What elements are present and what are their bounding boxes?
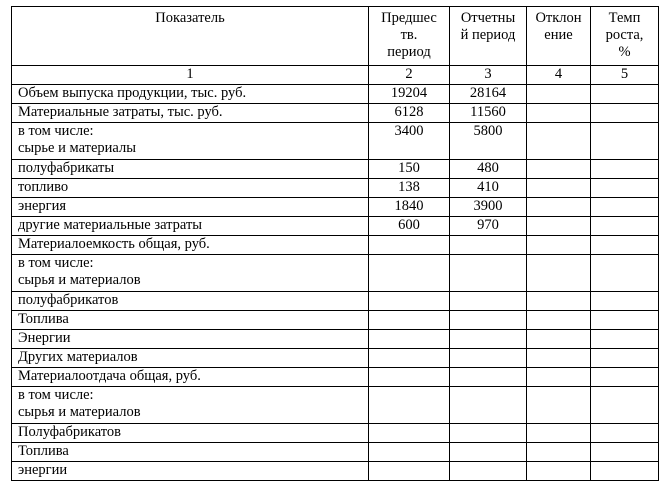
row-label-line: в том числе: bbox=[18, 387, 94, 403]
deviation-value bbox=[527, 424, 591, 443]
table-row bbox=[12, 104, 659, 123]
growth-rate-value bbox=[591, 255, 659, 292]
previous-period-value bbox=[369, 330, 450, 349]
deviation-value bbox=[527, 198, 591, 217]
row-label bbox=[12, 387, 369, 424]
row-label-line: энергия bbox=[18, 198, 67, 214]
current-period-value bbox=[450, 368, 527, 387]
previous-period-value bbox=[369, 387, 450, 424]
previous-period-value: 6128 bbox=[369, 104, 450, 123]
deviation-value bbox=[527, 387, 591, 424]
table-row bbox=[12, 292, 659, 311]
column-number: 5 bbox=[591, 66, 659, 85]
deviation-value bbox=[527, 104, 591, 123]
previous-period-value: 3400 bbox=[369, 123, 450, 160]
row-label bbox=[12, 85, 369, 104]
deviation-value bbox=[527, 236, 591, 255]
previous-period-value bbox=[369, 311, 450, 330]
deviation-value bbox=[527, 255, 591, 292]
row-label-line: Топлива bbox=[18, 443, 69, 459]
current-period-value bbox=[450, 236, 527, 255]
growth-rate-value bbox=[591, 462, 659, 481]
table-row bbox=[12, 424, 659, 443]
table-row bbox=[12, 311, 659, 330]
previous-period-value bbox=[369, 236, 450, 255]
column-number: 4 bbox=[527, 66, 591, 85]
header-growth-rate: Темп роста, % bbox=[591, 7, 659, 66]
deviation-value bbox=[527, 462, 591, 481]
column-number-row bbox=[12, 66, 659, 85]
row-label-line: в том числе: bbox=[18, 123, 94, 139]
table-body bbox=[12, 85, 659, 481]
header-indicator: Показатель bbox=[12, 7, 369, 66]
growth-rate-value bbox=[591, 217, 659, 236]
current-period-value bbox=[450, 387, 527, 424]
growth-rate-value bbox=[591, 443, 659, 462]
row-label-line: сырье и материалы bbox=[18, 140, 136, 156]
growth-rate-value bbox=[591, 311, 659, 330]
table-row bbox=[12, 443, 659, 462]
table-row bbox=[12, 160, 659, 179]
current-period-value bbox=[450, 330, 527, 349]
current-period-value bbox=[450, 311, 527, 330]
growth-rate-value bbox=[591, 368, 659, 387]
row-label bbox=[12, 443, 369, 462]
column-number: 1 bbox=[12, 66, 369, 85]
current-period-value: 480 bbox=[450, 160, 527, 179]
table-row bbox=[12, 330, 659, 349]
previous-period-value bbox=[369, 255, 450, 292]
row-label-line: другие материальные затраты bbox=[18, 217, 203, 233]
table-row bbox=[12, 179, 659, 198]
previous-period-value bbox=[369, 368, 450, 387]
row-label-line: Материалоотдача общая, руб. bbox=[18, 368, 201, 384]
row-label-line: сырья и материалов bbox=[18, 272, 141, 288]
growth-rate-value bbox=[591, 236, 659, 255]
row-label-line: Энергии bbox=[18, 330, 71, 346]
growth-rate-value bbox=[591, 123, 659, 160]
previous-period-value: 600 bbox=[369, 217, 450, 236]
table-row bbox=[12, 236, 659, 255]
row-label-line: Материальные затраты, тыс. руб. bbox=[18, 104, 223, 120]
row-label-line: в том числе: bbox=[18, 255, 94, 271]
row-label-line: Материалоемкость общая, руб. bbox=[18, 236, 210, 252]
header-current-period: Отчетны й период bbox=[450, 7, 527, 66]
material-costs-table bbox=[11, 6, 659, 481]
header-previous-period: Предшес тв. период bbox=[369, 7, 450, 66]
previous-period-value: 1840 bbox=[369, 198, 450, 217]
growth-rate-value bbox=[591, 349, 659, 368]
previous-period-value: 150 bbox=[369, 160, 450, 179]
table-row bbox=[12, 255, 659, 292]
deviation-value bbox=[527, 368, 591, 387]
table-row bbox=[12, 387, 659, 424]
current-period-value: 410 bbox=[450, 179, 527, 198]
growth-rate-value bbox=[591, 160, 659, 179]
deviation-value bbox=[527, 330, 591, 349]
current-period-value bbox=[450, 424, 527, 443]
previous-period-value bbox=[369, 349, 450, 368]
growth-rate-value bbox=[591, 292, 659, 311]
growth-rate-value bbox=[591, 330, 659, 349]
row-label bbox=[12, 179, 369, 198]
row-label bbox=[12, 217, 369, 236]
row-label-line: энергии bbox=[18, 462, 68, 478]
row-label bbox=[12, 330, 369, 349]
growth-rate-value bbox=[591, 85, 659, 104]
row-label bbox=[12, 160, 369, 179]
table-row bbox=[12, 217, 659, 236]
header-row bbox=[12, 7, 659, 66]
deviation-value bbox=[527, 123, 591, 160]
column-number: 2 bbox=[369, 66, 450, 85]
previous-period-value: 138 bbox=[369, 179, 450, 198]
current-period-value: 5800 bbox=[450, 123, 527, 160]
row-label bbox=[12, 368, 369, 387]
current-period-value bbox=[450, 462, 527, 481]
row-label bbox=[12, 104, 369, 123]
growth-rate-value bbox=[591, 179, 659, 198]
deviation-value bbox=[527, 443, 591, 462]
row-label bbox=[12, 292, 369, 311]
row-label-line: полуфабрикатов bbox=[18, 292, 119, 308]
table-row bbox=[12, 85, 659, 104]
row-label-line: топливо bbox=[18, 179, 69, 195]
table-row bbox=[12, 123, 659, 160]
table-row bbox=[12, 368, 659, 387]
table-row bbox=[12, 198, 659, 217]
current-period-value: 970 bbox=[450, 217, 527, 236]
current-period-value: 11560 bbox=[450, 104, 527, 123]
row-label-line: Топлива bbox=[18, 311, 69, 327]
previous-period-value: 19204 bbox=[369, 85, 450, 104]
current-period-value bbox=[450, 292, 527, 311]
growth-rate-value bbox=[591, 198, 659, 217]
row-label bbox=[12, 349, 369, 368]
growth-rate-value bbox=[591, 104, 659, 123]
previous-period-value bbox=[369, 292, 450, 311]
deviation-value bbox=[527, 292, 591, 311]
growth-rate-value bbox=[591, 387, 659, 424]
previous-period-value bbox=[369, 443, 450, 462]
header-deviation: Отклон ение bbox=[527, 7, 591, 66]
deviation-value bbox=[527, 311, 591, 330]
row-label bbox=[12, 462, 369, 481]
current-period-value bbox=[450, 349, 527, 368]
current-period-value: 28164 bbox=[450, 85, 527, 104]
deviation-value bbox=[527, 160, 591, 179]
row-label-line: Объем выпуска продукции, тыс. руб. bbox=[18, 85, 247, 101]
deviation-value bbox=[527, 85, 591, 104]
row-label-line: Других материалов bbox=[18, 349, 138, 365]
row-label bbox=[12, 123, 369, 160]
deviation-value bbox=[527, 217, 591, 236]
previous-period-value bbox=[369, 462, 450, 481]
row-label bbox=[12, 424, 369, 443]
row-label bbox=[12, 311, 369, 330]
column-number: 3 bbox=[450, 66, 527, 85]
row-label bbox=[12, 236, 369, 255]
current-period-value: 3900 bbox=[450, 198, 527, 217]
table-row bbox=[12, 462, 659, 481]
row-label-line: полуфабрикаты bbox=[18, 160, 115, 176]
deviation-value bbox=[527, 349, 591, 368]
deviation-value bbox=[527, 179, 591, 198]
table-row bbox=[12, 349, 659, 368]
row-label bbox=[12, 198, 369, 217]
current-period-value bbox=[450, 443, 527, 462]
row-label bbox=[12, 255, 369, 292]
row-label-line: Полуфабрикатов bbox=[18, 424, 122, 440]
current-period-value bbox=[450, 255, 527, 292]
growth-rate-value bbox=[591, 424, 659, 443]
previous-period-value bbox=[369, 424, 450, 443]
row-label-line: сырья и материалов bbox=[18, 404, 141, 420]
